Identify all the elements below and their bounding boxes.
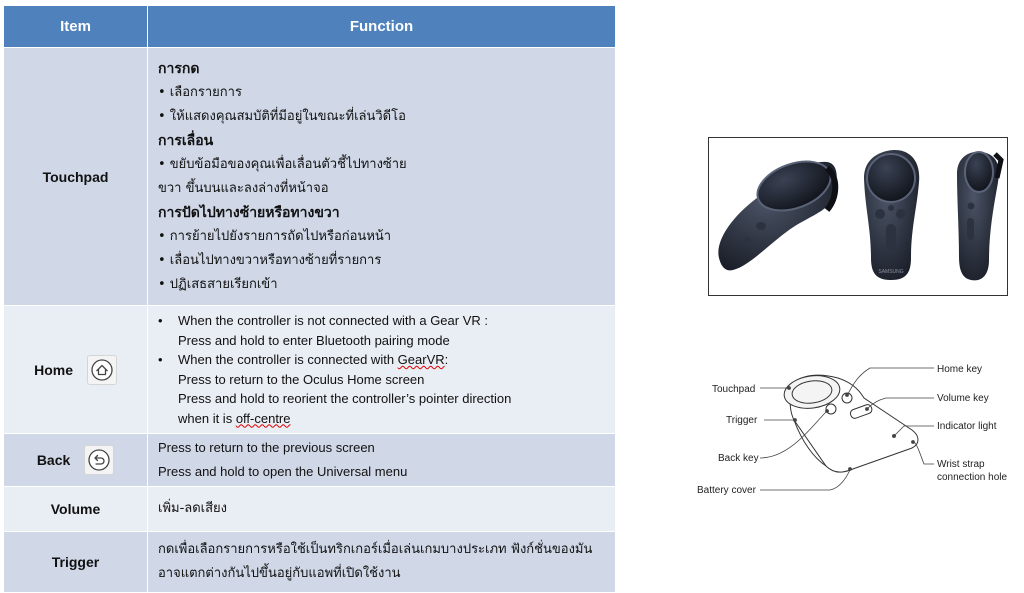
controller-side bbox=[957, 152, 1001, 281]
item-volume: Volume bbox=[4, 487, 148, 532]
item-trigger: Trigger bbox=[4, 532, 148, 593]
controller-front bbox=[864, 150, 919, 280]
label-trigger: Trigger bbox=[726, 415, 758, 426]
home-bullet-2-post: : bbox=[444, 352, 449, 367]
trigger-line-1: กดเพื่อเลือกรายการหรือใช้เป็นทริกเกอร์เมื่อเล่นเกมบางประเภท ฟังก์ชั่นของมัน bbox=[158, 542, 593, 557]
item-home bbox=[4, 306, 148, 434]
touchpad-swipe-line-3: • ปฏิเสธสายเรียกเข้า bbox=[158, 276, 278, 292]
controller-photo bbox=[708, 137, 1008, 296]
touchpad-swipe-line-2: • เลื่อนไปทางขวาหรือทางซ้ายที่รายการ bbox=[158, 252, 382, 268]
label-touchpad: Touchpad bbox=[712, 384, 756, 395]
back-icon bbox=[84, 445, 114, 475]
home-bullet-2-line-1: Press to return to the Oculus Home screen bbox=[178, 371, 425, 387]
home-bullet-1-sub: Press and hold to enter Bluetooth pairing mode bbox=[178, 332, 450, 348]
trigger-line-2: อาจแตกต่างกันไปขึ้นอยู่กับแอพที่เปิดใช้งาน bbox=[158, 566, 401, 581]
label-volume-key: Volume key bbox=[937, 393, 989, 404]
touchpad-swipe-title: การปัดไปทางซ้ายหรือทางขวา bbox=[158, 204, 340, 221]
home-icon bbox=[87, 355, 117, 385]
home-bullet-2-pre: When the controller is connected with bbox=[178, 352, 398, 367]
function-trigger bbox=[148, 532, 616, 593]
function-home bbox=[148, 306, 616, 434]
controller-diagram bbox=[690, 350, 1022, 510]
header-function: Function bbox=[148, 6, 616, 48]
function-table bbox=[3, 5, 616, 593]
home-line-3-pre: when it is bbox=[178, 410, 236, 426]
function-touchpad bbox=[148, 48, 616, 306]
label-back-key: Back key bbox=[718, 453, 759, 464]
table-row-touchpad bbox=[4, 48, 616, 306]
touchpad-press-line-1: • เลือกรายการ bbox=[158, 84, 242, 100]
home-bullet-2 bbox=[158, 350, 607, 370]
label-home-key: Home key bbox=[937, 364, 983, 375]
home-bullet-2-line-2: Press and hold to reorient the controller’s pointer direction bbox=[178, 391, 512, 406]
table-row-back bbox=[4, 434, 616, 487]
back-line-2: Press and hold to open the Universal menu bbox=[158, 464, 408, 479]
label-wrist-strap: Wrist strap bbox=[937, 459, 985, 470]
brand-text: SAMSUNG bbox=[878, 269, 904, 275]
back-line-1: Press to return to the previous screen bbox=[158, 440, 375, 455]
home-bullet-2-line-3 bbox=[158, 409, 607, 429]
touchpad-slide-line-1: • ขยับข้อมือของคุณเพื่อเลื่อนตัวชี้ไปทางซ้าย bbox=[158, 156, 407, 172]
home-bullet-1: • When the controller is not connected with a Gear VR : bbox=[158, 311, 607, 331]
label-battery-cover: Battery cover bbox=[697, 485, 756, 496]
table-row-volume bbox=[4, 487, 616, 532]
item-back bbox=[4, 434, 148, 487]
home-bullet-2-gearvr: GearVR bbox=[397, 352, 445, 367]
item-back-label: Back bbox=[36, 452, 71, 468]
header-item: Item bbox=[4, 6, 148, 48]
touchpad-press-title: การกด bbox=[158, 60, 200, 77]
touchpad-swipe-line-1: • การย้ายไปยังรายการถัดไปหรือก่อนหน้า bbox=[158, 228, 392, 244]
item-home-label: Home bbox=[34, 361, 73, 378]
controller-angled bbox=[718, 152, 837, 270]
label-indicator-light: Indicator light bbox=[937, 421, 997, 432]
touchpad-slide-title: การเลื่อน bbox=[158, 132, 214, 149]
item-touchpad: Touchpad bbox=[4, 48, 148, 306]
home-line-3-offcentre: off-centre bbox=[235, 410, 291, 426]
touchpad-press-line-2: • ให้แสดงคุณสมบัติที่มีอยู่ในขณะที่เล่นวิดีโอ bbox=[158, 108, 406, 124]
function-back bbox=[148, 434, 616, 487]
touchpad-slide-line-2: ขวา ขึ้นบนและลงล่างที่หน้าจอ bbox=[158, 180, 329, 196]
label-connection-hole: connection hole bbox=[937, 472, 1008, 483]
table-row-home bbox=[4, 306, 616, 434]
diagram-outline bbox=[782, 372, 918, 472]
table-row-trigger bbox=[4, 532, 616, 593]
function-volume: เพิ่ม-ลดเสียง bbox=[148, 487, 616, 532]
